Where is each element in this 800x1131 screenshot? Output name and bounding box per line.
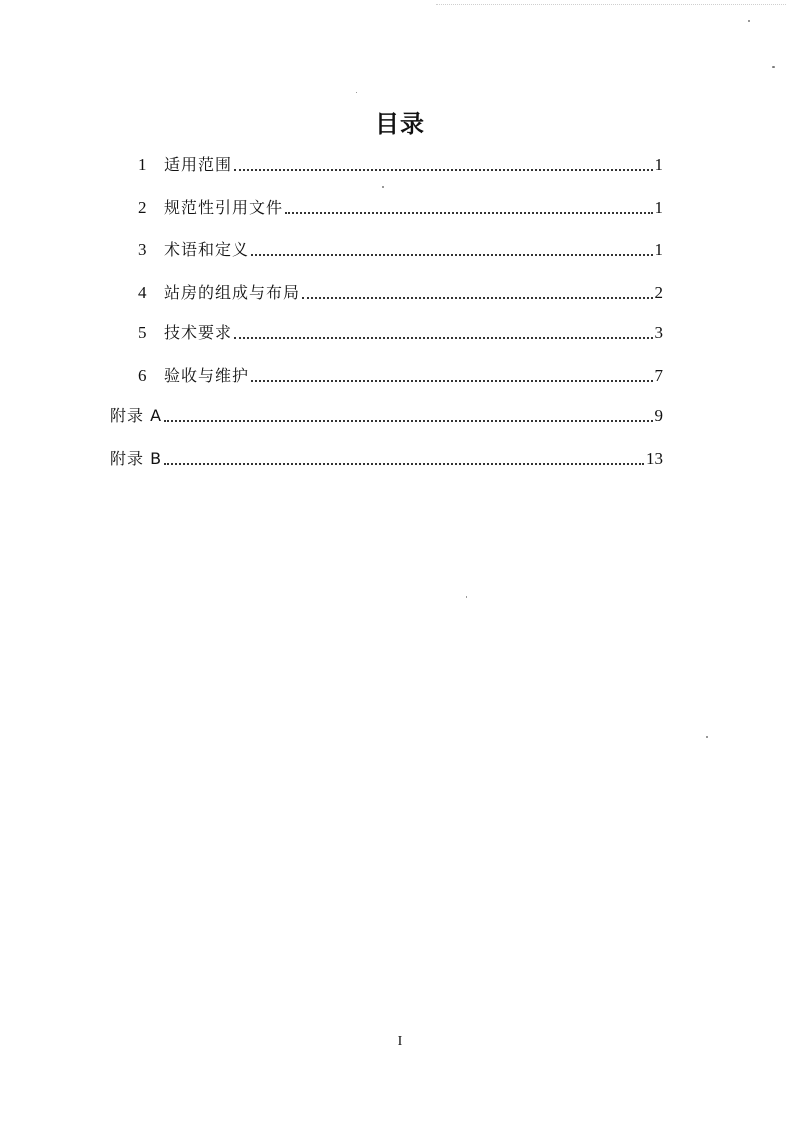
- scan-speck: [706, 736, 708, 738]
- toc-entry-page: 7: [654, 366, 663, 385]
- toc-entry-title: 适用范围: [164, 155, 233, 174]
- scan-speck: [382, 186, 384, 188]
- toc-entry-title: 技术要求: [164, 323, 233, 342]
- toc-entry-title: 验收与维护: [164, 366, 250, 385]
- toc-entry-page: 9: [654, 406, 663, 425]
- toc-entry[interactable]: [138, 154, 663, 176]
- toc-entry-page: 13: [646, 449, 663, 468]
- toc-entry-number: 4: [138, 283, 147, 302]
- page-title: 目录: [375, 110, 425, 138]
- toc-dot-leader: [164, 463, 644, 465]
- toc-entry-page: 1: [654, 155, 663, 174]
- toc-entry-appendix-b[interactable]: [110, 448, 663, 470]
- toc-entry-number: 6: [138, 366, 147, 385]
- toc-dot-leader: [164, 420, 652, 422]
- toc-entry-page: 3: [654, 323, 663, 342]
- toc-entry[interactable]: [138, 282, 663, 304]
- toc-entry-number: 5: [138, 323, 147, 342]
- toc-entry[interactable]: [138, 239, 663, 261]
- scan-speck: [748, 20, 750, 22]
- toc-entry-page: 2: [654, 283, 663, 302]
- footer-page-number: I: [397, 1034, 403, 1049]
- toc-entry-number: 1: [138, 155, 147, 174]
- scan-speck: [356, 92, 357, 93]
- toc-dot-leader: [302, 297, 652, 299]
- toc-entry-title: 站房的组成与布局: [164, 283, 301, 302]
- scan-speck: [772, 66, 775, 68]
- scan-speck: [466, 596, 467, 598]
- toc-entry[interactable]: [138, 322, 663, 344]
- toc-dot-leader: [251, 254, 652, 256]
- toc-entry-title: 术语和定义: [164, 240, 250, 259]
- toc-entry[interactable]: [138, 197, 663, 219]
- toc-entry-page: 1: [654, 240, 663, 259]
- scan-artifact-line: [436, 4, 786, 5]
- toc-entry-title: 附录 B: [110, 449, 163, 468]
- toc-dot-leader: [251, 380, 652, 382]
- toc-dot-leader: [234, 337, 652, 339]
- toc-entry-title: 附录 A: [110, 406, 163, 425]
- toc-entry-number: 2: [138, 198, 147, 217]
- toc-dot-leader: [285, 212, 652, 214]
- toc-entry-number: 3: [138, 240, 147, 259]
- toc-entry-appendix-a[interactable]: [110, 405, 663, 427]
- toc-entry[interactable]: [138, 365, 663, 387]
- toc-entry-page: 1: [654, 198, 663, 217]
- toc-entry-title: 规范性引用文件: [164, 198, 284, 217]
- toc-dot-leader: [234, 169, 652, 171]
